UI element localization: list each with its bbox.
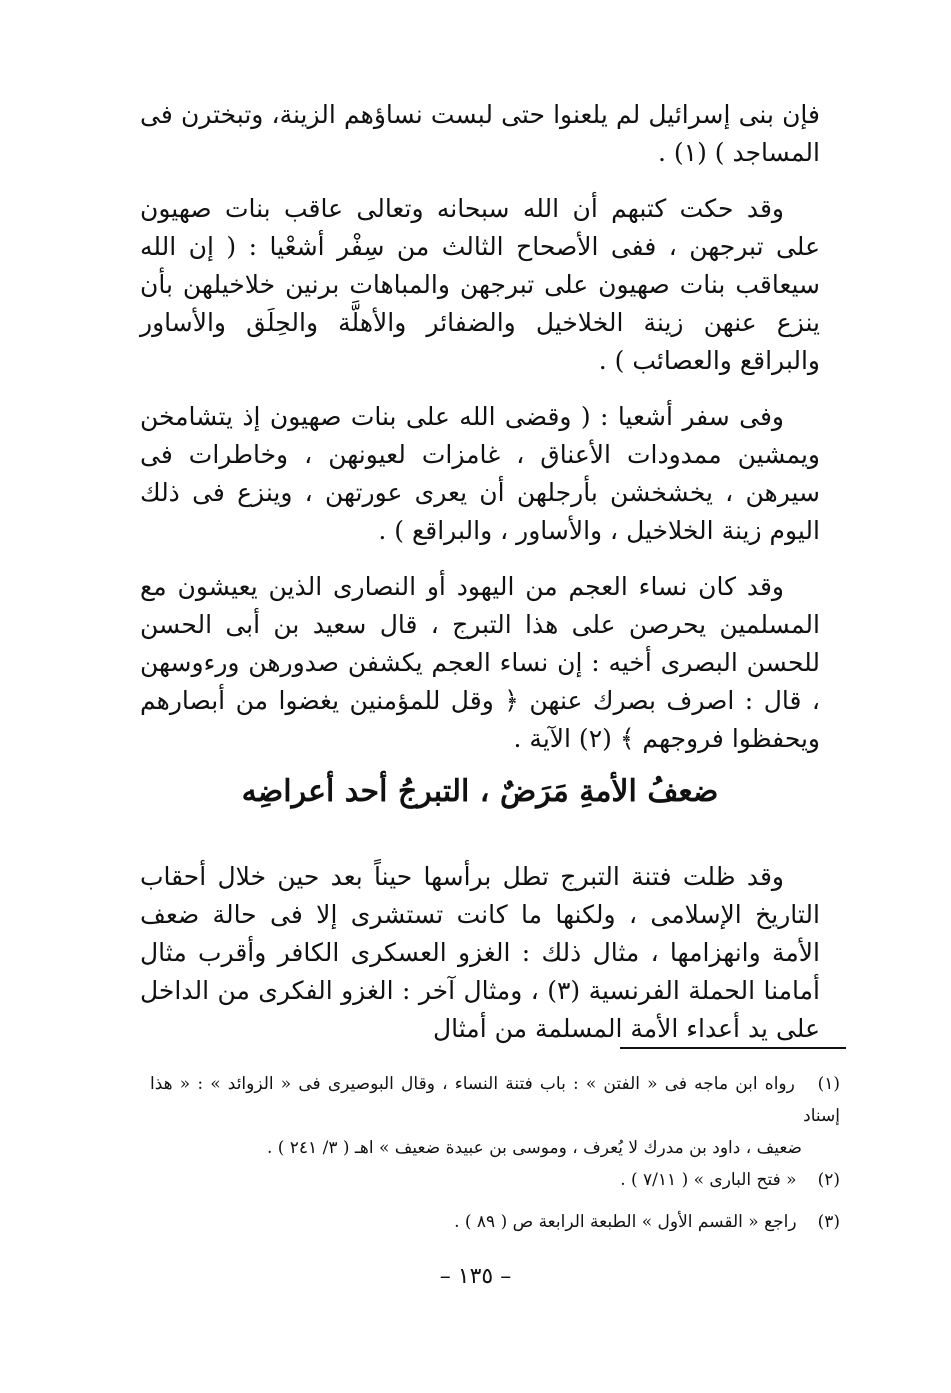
- body-text-lower: [140, 858, 820, 1048]
- page-number: – ١٣٥ –: [439, 1264, 512, 1289]
- footnote-3: [150, 1206, 840, 1238]
- footnote-1-continuation: [150, 1132, 840, 1164]
- footnotes: [150, 1068, 840, 1238]
- paragraph-5: وقد ظلت فتنة التبرج تطل برأسها حيناً بعد حين خلال أحقاب التاريخ الإسلامى ، ولكنها ما كانت تستشرى إلا فى حالة ضعف الأمة وانهزامها ، مثال ذلك : الغزو العسكرى الكافر وأقرب مثال أمامنا الحملة الفرنسية (٣) ، ومثال آخر : الغزو الفكرى من الداخل على يد أعداء الأمة المسلمة من أمثال: [140, 862, 820, 1043]
- footnote-1: [150, 1068, 840, 1132]
- footnote-1-line-2: ضعيف ، داود بن مدرك لا يُعرف ، وموسى بن عبيدة ضعيف » اهـ ( ٣/ ٢٤١ ) .: [266, 1138, 802, 1158]
- paragraph-3: وفى سفر أشعيا : ( وقضى الله على بنات صهيون إذ يتشامخن ويمشين ممدودات الأعناق ، غامزات لعيونهن ، وخاطرات فى سيرهن ، يخشخشن بأرجلهن أن يعرى عورتهن ، وينزع فى ذلك اليوم زينة الخلاخيل ، والأساور ، والبراقع ) .: [140, 402, 820, 545]
- body-text-upper: [140, 96, 820, 758]
- paragraph-1: فإن بنى إسرائيل لم يلعنوا حتى لبست نساؤهم الزينة، وتبخترن فى المساجد ) (١) .: [140, 100, 820, 167]
- footnote-2-text: « فتح البارى » ( ٧/١١ ) .: [620, 1170, 797, 1190]
- paragraph-2: وقد حكت كتبهم أن الله سبحانه وتعالى عاقب بنات صهيون على تبرجهن ، ففى الأصحاح الثالث من سِفْر أشعْيا : ( إن الله سيعاقب بنات صهيون على تبرجهن والمباهات برنين خلاخيلهن بأن ينزع عنهن زينة الخلاخيل والضفائر والأهلَّة والحِلَق والأساور والبراقع والعصائب ) .: [140, 194, 820, 375]
- footnote-2: [150, 1164, 840, 1196]
- footnote-separator: [620, 1047, 846, 1049]
- section-heading: ضعفُ الأمةِ مَرَضٌ ، التبرجُ أحد أعراضِه: [241, 774, 719, 809]
- footnote-3-number: (٣): [817, 1212, 840, 1232]
- footnote-1-line-1: رواه ابن ماجه فى « الفتن » : باب فتنة النساء ، وقال البوصيرى فى « الزوائد » : « هذا إسناد: [150, 1074, 840, 1126]
- footnote-1-number: (١): [817, 1074, 841, 1094]
- paragraph-4: وقد كان نساء العجم من اليهود أو النصارى الذين يعيشون مع المسلمين يحرصن على هذا التبرج ، قال سعيد بن أبى الحسن للحسن البصرى أخيه : إن نساء العجم يكشفن صدورهن ورءوسهن ، قال : اصرف بصرك عنهن ﴿ وقل للمؤمنين يغضوا من أبصارهم ويحفظوا فروجهم ﴾ (٢) الآية .: [140, 572, 820, 753]
- footnote-2-number: (٢): [817, 1170, 840, 1190]
- footnote-3-text: راجع « القسم الأول » الطبعة الرابعة ص ( ٨٩ ) .: [454, 1212, 797, 1232]
